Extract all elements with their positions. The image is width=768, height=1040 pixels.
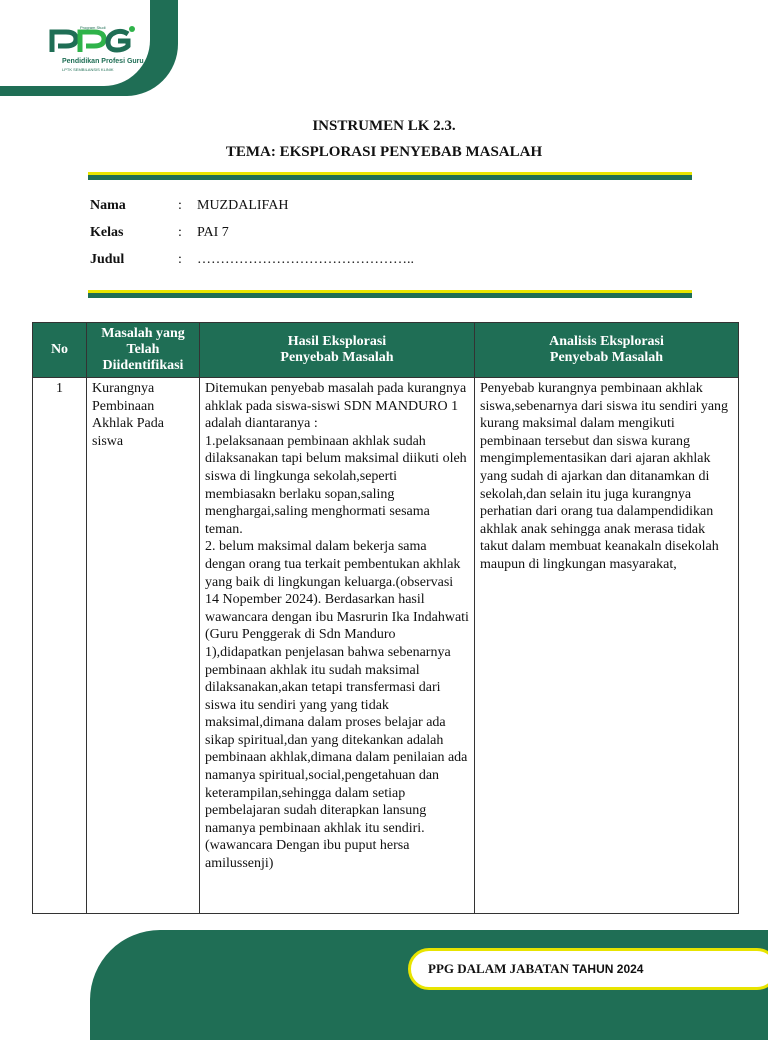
info-label: Nama xyxy=(90,198,126,213)
info-label: Kelas xyxy=(90,225,124,240)
info-label: Judul xyxy=(90,252,125,267)
logo-small-text: Program Studi xyxy=(80,25,106,30)
document-theme: TEMA: EKSPLORASI PENYEBAB MASALAH xyxy=(225,144,543,160)
cell-masalah: Kurangnya Pembinaan Akhlak Pada siswa xyxy=(87,378,200,914)
cell-hasil: Ditemukan penyebab masalah pada kurangnya ahklak pada siswa-siswi SDN MANDURO 1 adalah diantaranya : 1.pelaksanaan pembinaan akhlak sudah dilaksanakan tapi belum maksimal diikuti oleh siswa di lingkunga sekolah,seperti membiasakn berlaku sopan,saling menghargai,saling menghormati sesama teman. 2. belum maksimal dalam bekerja sama dengan orang tua terkait pembentukan akhlak yang baik di lingkungan keluarga.(observasi 14 Nopember 2024). Berdasarkan hasil wawancara dengan ibu Masrurin Ika Indahwati (Guru Penggerak di Sdn Manduro 1),didapatkan penjelasan bahwa sebenarnya pembinaan akhlak itu sudah maksimal dilaksanakan,akan tetapi transfermasi dari siswa itu sendiri yang yang tidak maksimal,dimana dalam proses belajar ada sikap spiritual,dan yang ditekankan adalah pembinaan akhlak,dimana dalam penilaian ada namanya spiritual,social,pengetahuan dan keterampilan,sehingga dalam setiap pembelajaran sudah diterapkan lansung namanya pembinaan akhlak itu sendiri.(wawancara Dengan ibu puput hersa amilussenji) xyxy=(200,378,475,914)
document-title: INSTRUMEN LK 2.3. xyxy=(312,118,456,134)
footer-main-text: PPG DALAM JABATAN xyxy=(428,961,570,976)
cell-no: 1 xyxy=(33,378,87,914)
logo-subtitle: LPTK SEMBILANSIS KLINIK xyxy=(62,67,114,72)
info-value: MUZDALIFAH xyxy=(197,198,289,213)
ppg-logo xyxy=(0,0,150,86)
divider-bottom xyxy=(88,290,692,298)
info-colon: : xyxy=(178,198,182,213)
header-analisis: Analisis Eksplorasi Penyebab Masalah xyxy=(475,323,739,378)
logo-name: Pendidikan Profesi Guru xyxy=(62,58,144,65)
info-value: PAI 7 xyxy=(197,225,229,240)
footer-year-text: TAHUN 2024 xyxy=(572,962,644,976)
footer-label xyxy=(428,961,643,977)
divider-top xyxy=(88,172,692,180)
cell-analisis: Penyebab kurangnya pembinaan akhlak siswa,sebenarnya dari siswa itu sendiri yang kurang maksimal dalam mengikuti pembinaan tersebut dan siswa kurang mengimplementasikan dari ajaran akhlak yang sudah di ajarkan dan ditanamkan di sekolah,dan selain itu juga kurangnya perhatian dari orang tua dalampendidikan akhlak anak sehingga anak merasa tidak takut dalam membuat keanakaln disekolah maupun di lingkungan masyarakat, xyxy=(475,378,739,914)
info-colon: : xyxy=(178,252,182,267)
header-hasil: Hasil Eksplorasi Penyebab Masalah xyxy=(200,323,475,378)
header-no: No xyxy=(33,323,87,378)
table-header-row xyxy=(33,323,739,378)
info-value: ……………………………………….. xyxy=(197,252,414,267)
header-masalah: Masalah yang Telah Diidentifikasi xyxy=(87,323,200,378)
table-row xyxy=(33,378,739,914)
info-colon: : xyxy=(178,225,182,240)
exploration-table xyxy=(32,322,739,914)
